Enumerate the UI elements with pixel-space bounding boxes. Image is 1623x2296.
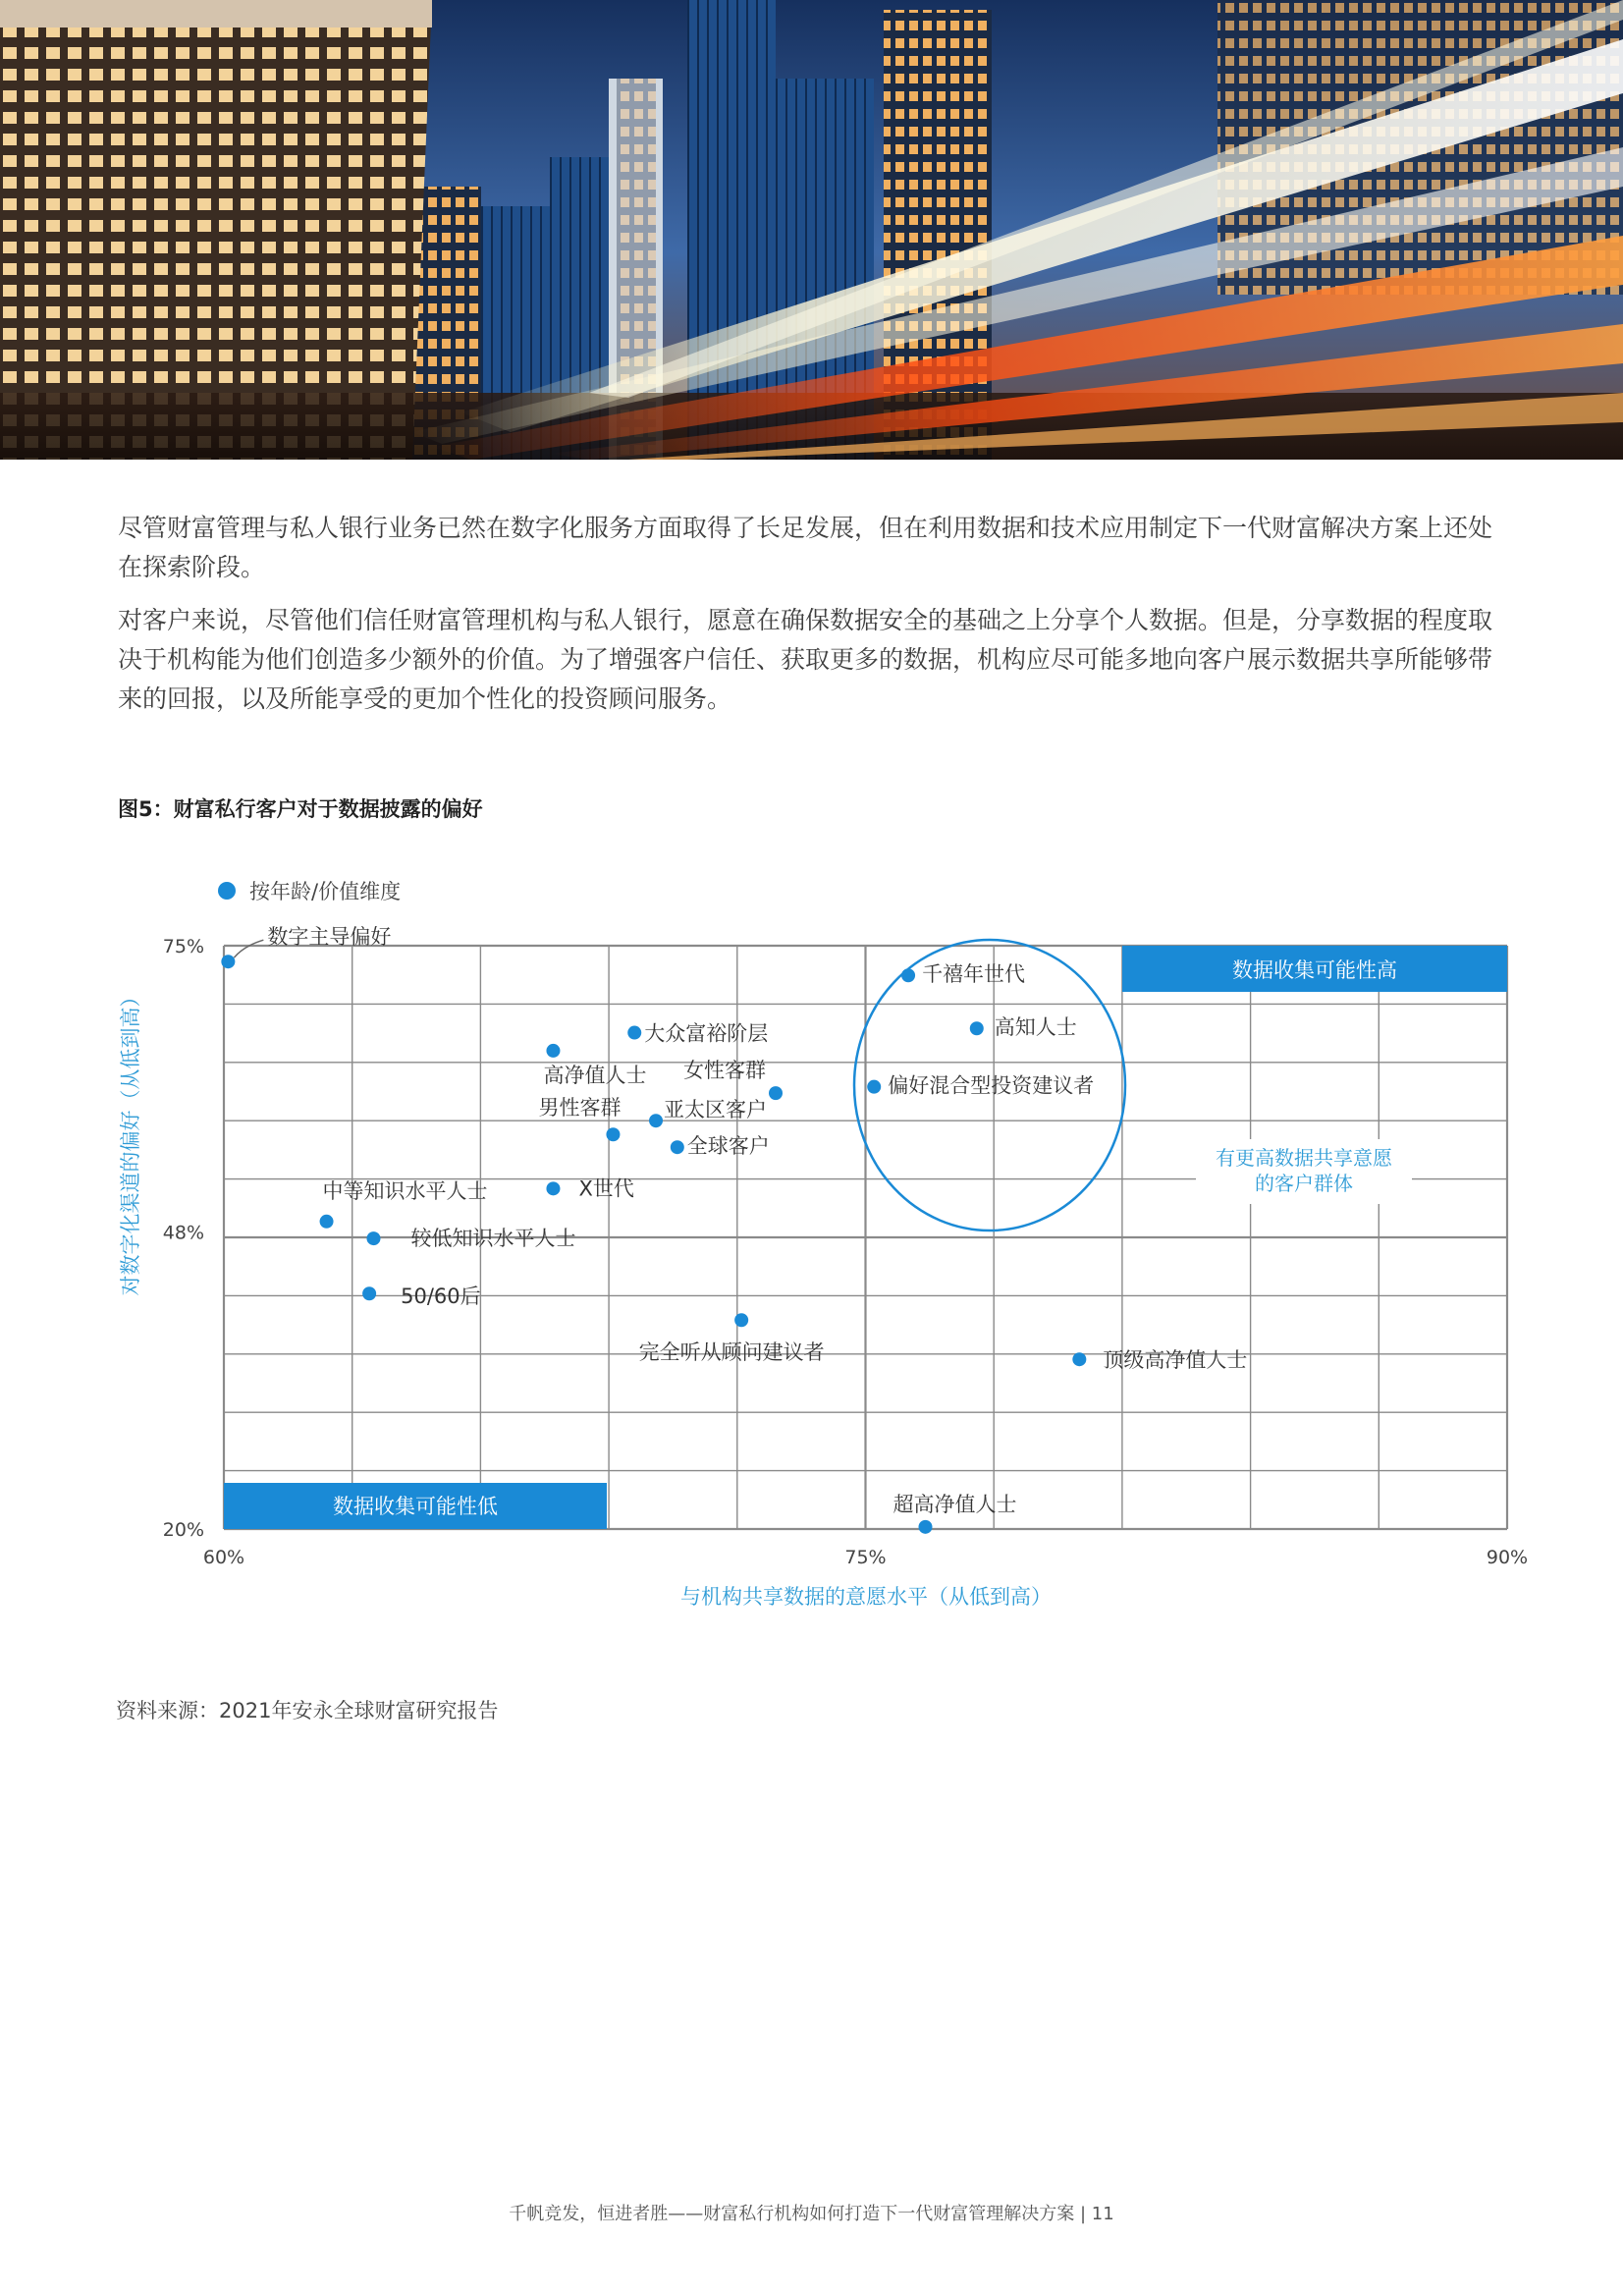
y-axis-label: 对数字化渠道的偏好（从低到高） xyxy=(119,986,142,1296)
x-axis-label: 与机构共享数据的意愿水平（从低到高） xyxy=(680,1585,1052,1609)
data-point xyxy=(627,1026,641,1040)
data-point-label: 完全听从顾问建议者 xyxy=(638,1340,825,1365)
intro-paragraph-1: 尽管财富管理与私人银行业务已然在数字化服务方面取得了长足发展，但在利用数据和技术应用制定下一代财富解决方案上还处在探索阶段。 xyxy=(118,514,1493,581)
data-point-label: 超高净值人士 xyxy=(893,1492,1017,1516)
data-point-label: 全球客户 xyxy=(686,1134,770,1159)
source-note: 资料来源：2021年安永全球财富研究报告 xyxy=(116,1699,499,1722)
data-point xyxy=(918,1520,932,1534)
data-point-label: 大众富裕阶层 xyxy=(644,1021,769,1046)
data-point xyxy=(320,1215,334,1229)
data-point-label: 高知人士 xyxy=(994,1015,1077,1040)
data-point xyxy=(671,1140,684,1154)
leader-line xyxy=(234,940,263,957)
data-point xyxy=(366,1231,380,1245)
data-point-label: 亚太区客户 xyxy=(664,1098,768,1122)
data-point xyxy=(362,1286,376,1300)
figure-title: 图5：财富私行客户对于数据披露的偏好 xyxy=(118,797,483,821)
data-point xyxy=(867,1080,881,1094)
y-tick-label: 48% xyxy=(162,1222,204,1244)
data-point xyxy=(649,1114,663,1127)
data-point xyxy=(970,1021,984,1035)
data-point-label: 男性客群 xyxy=(538,1096,622,1121)
x-tick-label: 75% xyxy=(844,1547,887,1568)
data-point-label: 较低知识水平人士 xyxy=(410,1227,576,1251)
legend-label: 按年龄/价值维度 xyxy=(249,880,402,903)
x-tick-label: 60% xyxy=(202,1547,245,1568)
right-note-line2: 的客户群体 xyxy=(1255,1172,1353,1195)
low-likelihood-label: 数据收集可能性低 xyxy=(333,1495,498,1518)
data-point-label: 数字主导偏好 xyxy=(267,925,392,950)
y-tick-label: 20% xyxy=(162,1519,204,1541)
data-point xyxy=(546,1181,560,1195)
x-tick-label: 90% xyxy=(1486,1547,1529,1568)
data-point-label: 偏好混合型投资建议者 xyxy=(888,1073,1095,1098)
axis-ticks xyxy=(163,936,1528,1568)
data-point xyxy=(769,1086,783,1100)
high-likelihood-label: 数据收集可能性高 xyxy=(1232,958,1397,982)
y-tick-label: 75% xyxy=(162,936,204,957)
data-point xyxy=(1072,1352,1086,1366)
data-point-label: 高净值人士 xyxy=(543,1063,647,1087)
data-point-label: 千禧年世代 xyxy=(922,962,1026,987)
data-point xyxy=(734,1313,748,1327)
data-point xyxy=(546,1044,560,1058)
data-point xyxy=(606,1127,620,1141)
right-note-line1: 有更高数据共享意愿 xyxy=(1216,1146,1392,1170)
data-point-label: 50/60后 xyxy=(401,1285,481,1309)
data-point xyxy=(221,955,235,968)
data-point-label: 中等知识水平人士 xyxy=(322,1178,488,1203)
data-point-label: 顶级高净值人士 xyxy=(1103,1348,1248,1373)
data-point xyxy=(901,968,915,982)
intro-paragraph-2: 对客户来说，尽管他们信任财富管理机构与私人银行，愿意在确保数据安全的基础之上分享个人数据。但是，分享数据的程度取决于机构能为他们创造多少额外的价值。为了增强客户信任、获取更多的数据，机构应尽可能多地向客户展示数据共享所能够带来的回报，以及所能享受的更加个性化的投资顾问服务。 xyxy=(118,606,1493,713)
data-points xyxy=(221,925,1247,1534)
data-point-label: X世代 xyxy=(578,1176,634,1201)
page-footer: 千帆竞发，恒进者胜——财富私行机构如何打造下一代财富管理解决方案 | 11 xyxy=(509,2204,1114,2224)
data-point-label: 女性客群 xyxy=(683,1059,767,1083)
